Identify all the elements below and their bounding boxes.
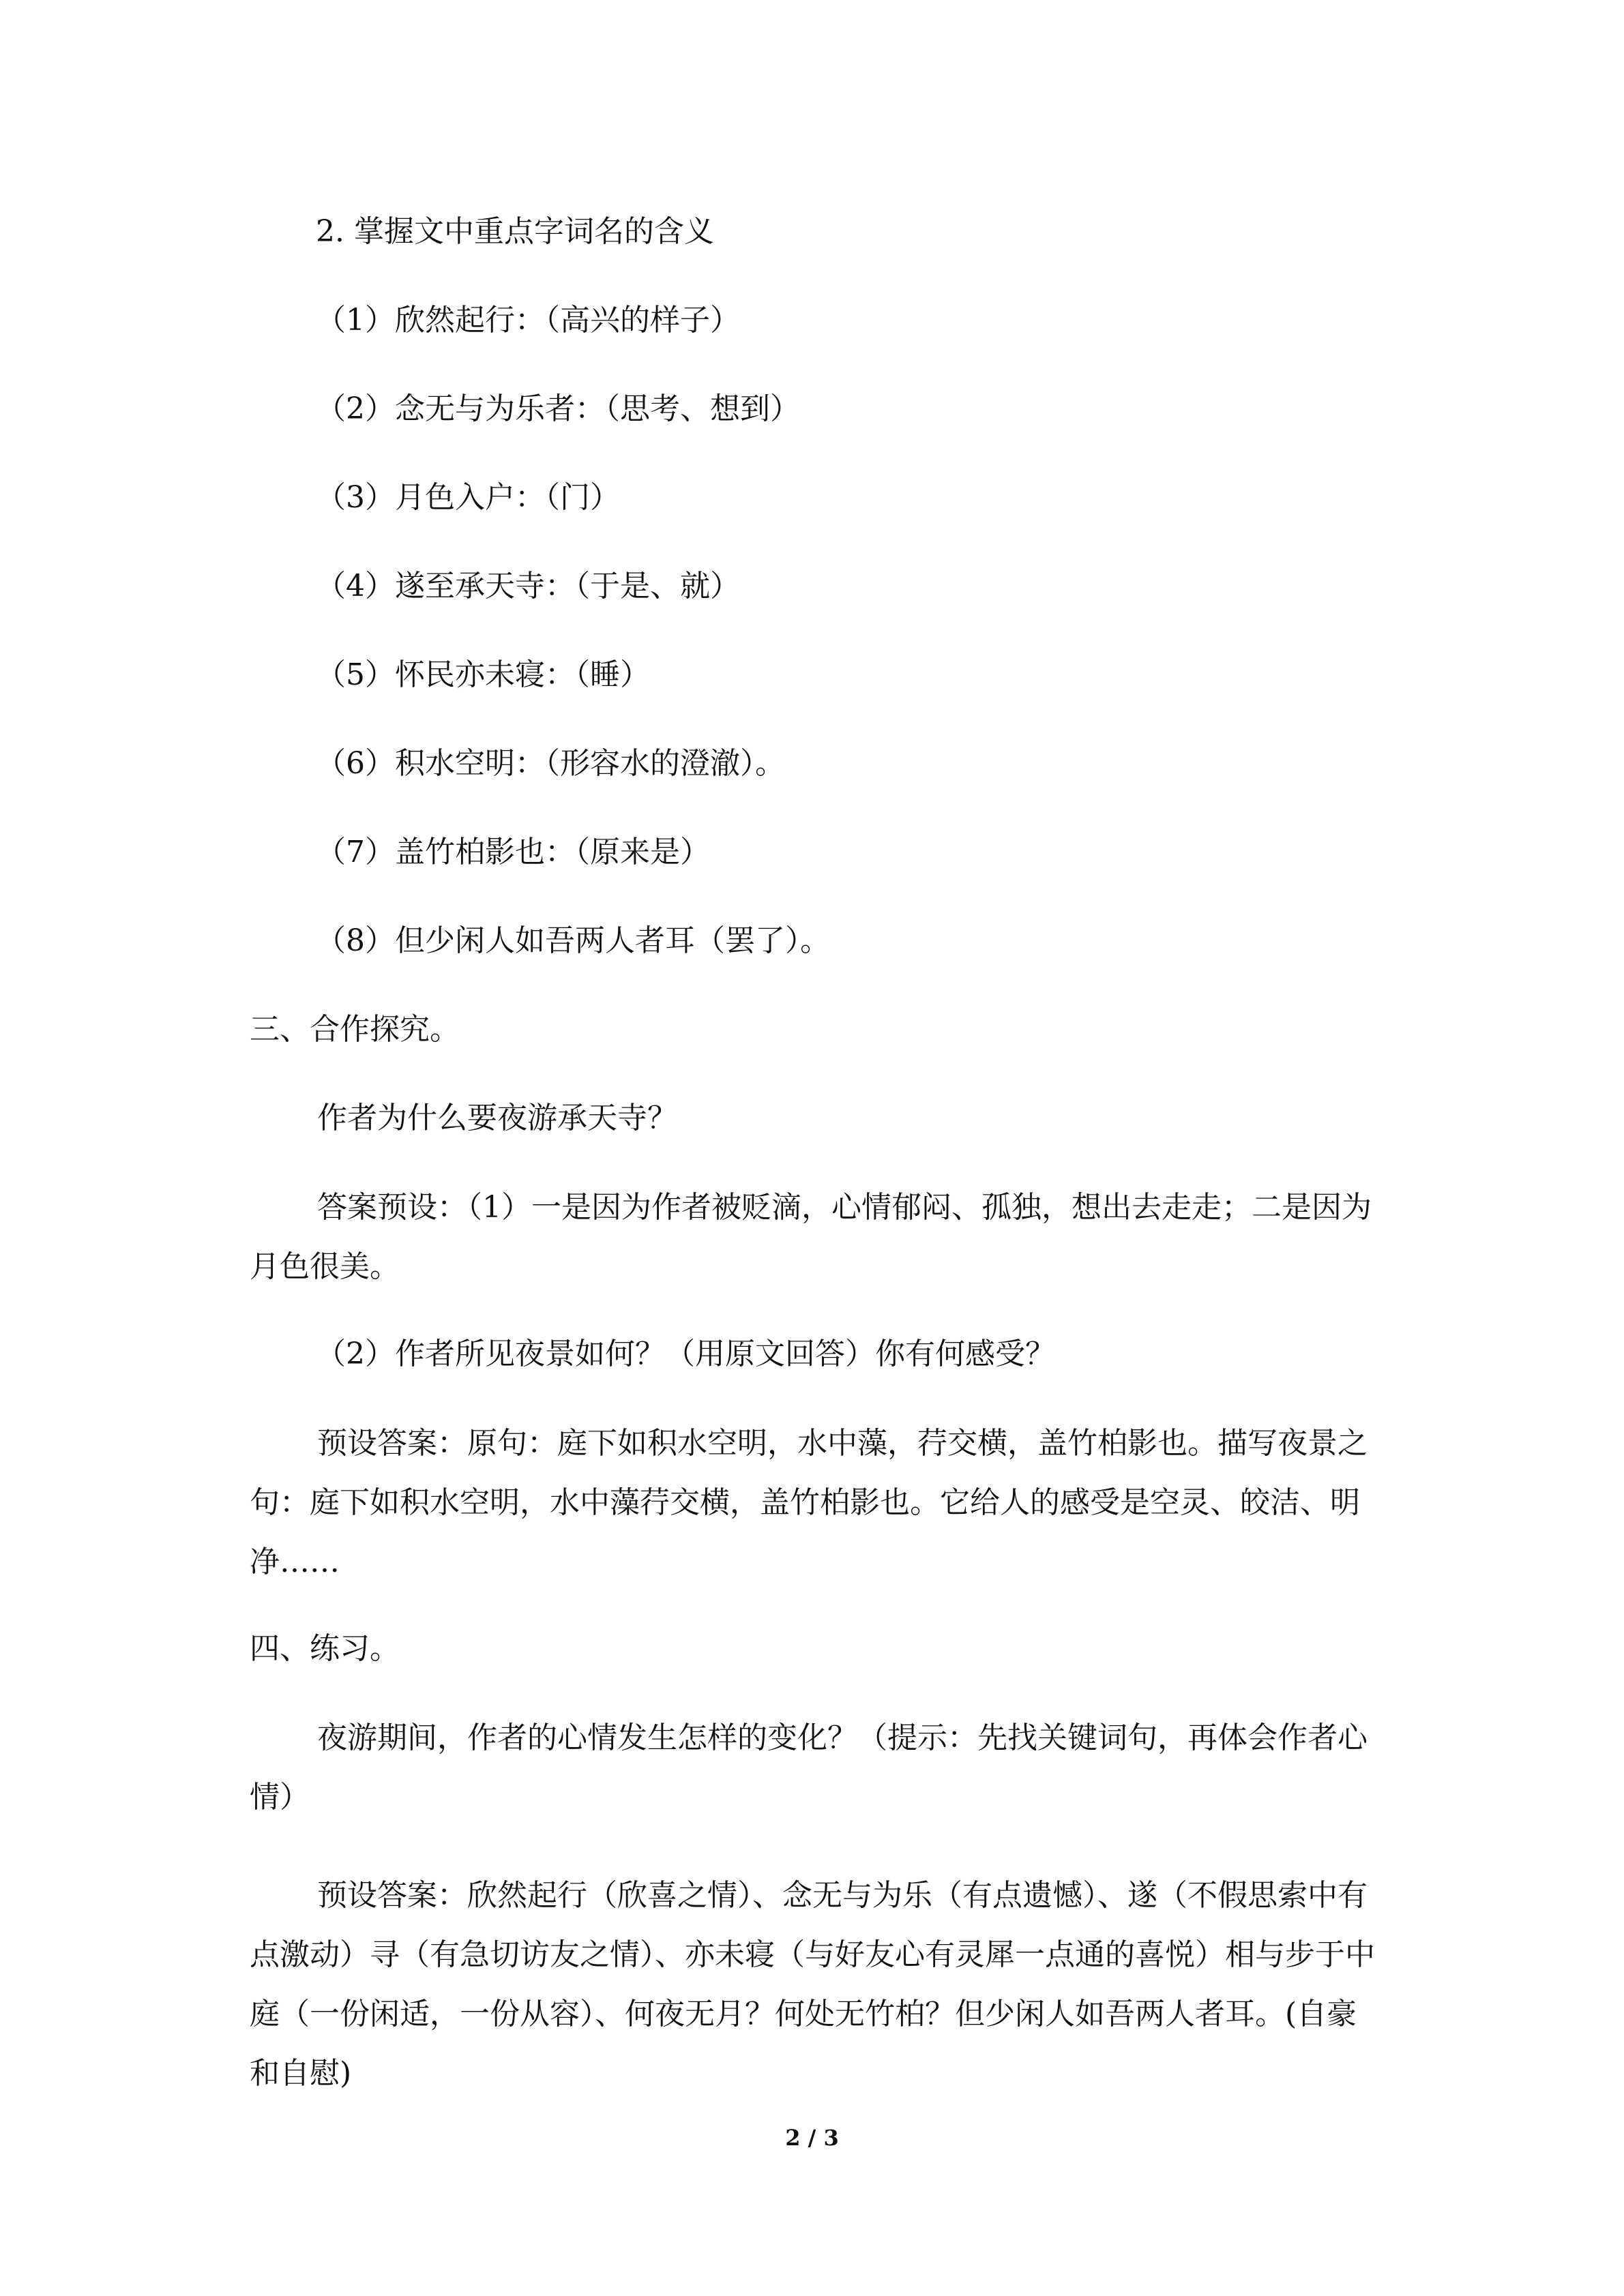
section-heading: 四、练习。 <box>250 1631 400 1666</box>
subsection-heading: 2. 掌握文中重点字词名的含义 <box>316 214 714 249</box>
answer-paragraph: 预设答案：欣然起行（欣喜之情）、念无与为乐（有点遗憾）、遂（不假思索中有点激动）寻（有急切访友之情）、亦未寝（与好友心有灵犀一点通的喜悦）相与步于中庭（一份闲适，一份从容）、何夜无月？何处无竹柏？但少闲人如吾两人者耳。(自豪和自慰) <box>250 1878 1375 2091</box>
section-heading: 三、合作探究。 <box>250 1012 460 1047</box>
answer-paragraph: 答案预设：（1）一是因为作者被贬滴，心情郁闷、孤独，想出去走走；二是因为月色很美。 <box>250 1190 1372 1284</box>
definition-item: （5）怀民亦未寝：（睡） <box>316 657 650 692</box>
question: （2）作者所见夜景如何？（用原文回答）你有何感受？ <box>316 1337 1055 1371</box>
definition-item: （7）盖竹柏影也：（原来是） <box>316 835 710 869</box>
definition-item: （1）欣然起行：（高兴的样子） <box>316 303 740 338</box>
definition-item: （3）月色入户：（门） <box>316 480 620 515</box>
question: 作者为什么要夜游承天寺？ <box>317 1101 677 1135</box>
definition-item: （4）遂至承天寺：（于是、就） <box>316 569 740 603</box>
definition-item: （2）念无与为乐者：（思考、想到） <box>316 391 800 426</box>
definition-item: （8）但少闲人如吾两人者耳（罢了）。 <box>316 923 830 958</box>
page-number: 2 / 3 <box>785 2125 839 2151</box>
definition-item: （6）积水空明：（形容水的澄澈）。 <box>316 746 785 781</box>
exercise-paragraph: 夜游期间，作者的心情发生怎样的变化？（提示：先找关键词句，再体会作者心情） <box>250 1720 1368 1815</box>
answer-paragraph: 预设答案：原句：庭下如积水空明，水中藻，荇交横，盖竹柏影也。描写夜景之句：庭下如积水空明，水中藻荇交横，盖竹柏影也。它给人的感受是空灵、皎洁、明净…… <box>250 1426 1368 1579</box>
